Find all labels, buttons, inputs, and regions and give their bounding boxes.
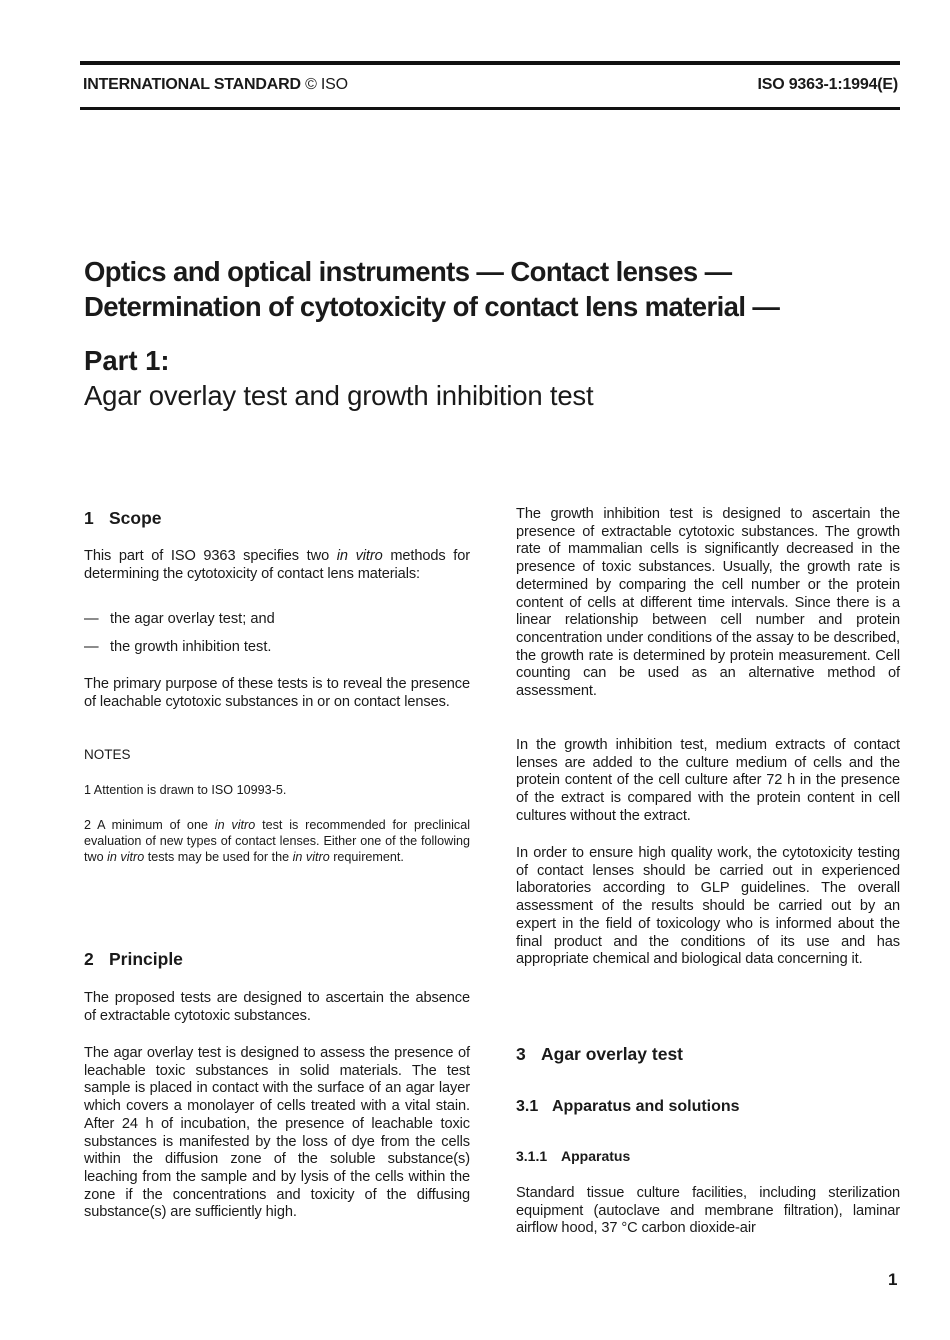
- note-2-italic-2: in vitro: [107, 850, 145, 864]
- scope-list-item-1: [84, 611, 470, 629]
- scope-paragraph-1: [84, 548, 470, 583]
- right-para1-text: The growth inhibition test is designed to ascertain the presence of extractable cytotoxic substances. The growth rate of mammalian cells is significantly decreased in the presence of toxic substances. Usually, the growth rate is determined by comparing the cell number or the protein content of cells at different time intervals. Since there is a linear relationship between cell number and protein concentration under conditions of the assay to be described, the growth rate is determined by protein measurement. Cell counting can be used as an alternative method of assessment.: [516, 506, 900, 700]
- scope-para1-text-b: methods for determining the cytotoxicity of contact lens materials:: [84, 548, 471, 582]
- apparatus-paragraph: [516, 1185, 900, 1238]
- notes-heading-text: NOTES: [84, 747, 131, 762]
- subsubsection-heading-text: Apparatus: [561, 1148, 631, 1164]
- principle-para2-text: The agar overlay test is designed to assess the presence of leachable toxic substances in solid materials. The test sample is placed in contact with the surface of an agar layer which covers a monolayer of cells treated with a vital stain. After 24 h of incubation, the presence of leachable toxic substances is manifested by the loss of dye from the cells within the diffusion zone of the soluble substance(s) leaching from the sample and by lysis of the cells within the zone if the concentrations and toxicity of the diffusing substance(s) are sufficiently high.: [84, 1045, 470, 1221]
- principle-heading: [84, 949, 470, 970]
- scope-paragraph-2: [84, 676, 470, 711]
- subsection-heading-text: Apparatus and solutions: [552, 1098, 740, 1115]
- agar-heading-text: Agar overlay test: [541, 1044, 684, 1064]
- growth-inhibition-paragraph: [516, 506, 900, 701]
- notes-heading: [84, 747, 470, 763]
- scope-item-2-text: the growth inhibition test.: [110, 639, 272, 655]
- quality-work-paragraph: [516, 845, 900, 969]
- right-para2-text: In the growth inhibition test, medium extracts of contact lenses are added to the culture medium of cells and the protein content of the cell culture after 72 h in the presence of the extract is compared with the protein content in cell cultures without the extract.: [516, 737, 900, 824]
- dash-marker: —: [84, 639, 99, 655]
- note-2-text-b: test is recommended for preclinical evaluation of new types of contact lenses. Either one of the following two: [84, 818, 470, 864]
- note-2-text-c: tests may be used for the: [144, 850, 293, 864]
- scope-number: 1: [84, 508, 94, 528]
- note-2-text-a: 2 A minimum of one: [84, 818, 215, 832]
- part-title: Agar overlay test and growth inhibition test: [84, 380, 594, 411]
- scope-heading-text: Scope: [109, 508, 162, 528]
- note-2-italic-3: in vitro: [292, 850, 330, 864]
- part-label: Part 1:: [84, 345, 170, 376]
- apparatus-heading: [516, 1148, 900, 1164]
- principle-paragraph-1: [84, 990, 470, 1025]
- subsubsection-number: 3.1.1: [516, 1148, 548, 1164]
- scope-list-item-2: [84, 639, 470, 657]
- header-document-number: ISO 9363-1:1994(E): [757, 76, 898, 93]
- subsection-number: 3.1: [516, 1098, 539, 1115]
- header-iso-mark: © ISO: [305, 76, 348, 93]
- header-rule-bottom: [80, 107, 900, 110]
- right-para3-text: In order to ensure high quality work, the cytotoxicity testing of contact lenses should be carried out in experienced laboratories according to GLP guidelines. The overall assessment of the results should be carried out by an expert in the field of toxicology who is informed about the final product and the conditions of its use and has appropriate chemical and biological data concerning it.: [516, 845, 900, 968]
- principle-para1-text: The proposed tests are designed to ascertain the absence of extractable cytotoxic substances.: [84, 990, 470, 1024]
- dash-marker: —: [84, 611, 99, 627]
- principle-heading-text: Principle: [109, 949, 183, 969]
- apparatus-solutions-heading: [516, 1098, 900, 1116]
- title-line-1: Optics and optical instruments — Contact lenses —: [84, 256, 732, 287]
- note-2-text-d: requirement.: [329, 850, 404, 864]
- agar-number: 3: [516, 1044, 526, 1064]
- agar-overlay-heading: [516, 1044, 900, 1065]
- scope-heading: [84, 508, 470, 529]
- scope-para1-text-a: This part of ISO 9363 specifies two: [84, 548, 337, 564]
- note-2-italic-1: in vitro: [214, 818, 256, 832]
- document-title: [84, 254, 904, 324]
- header-standard-text: INTERNATIONAL STANDARD: [83, 76, 301, 93]
- medium-extracts-paragraph: [516, 737, 900, 826]
- apparatus-para-text: Standard tissue culture facilities, including sterilization equipment (autoclave and membrane filtration), laminar airflow hood, 37 °C carbon dioxide-air: [516, 1185, 900, 1237]
- note-1-text: 1 Attention is drawn to ISO 10993-5.: [84, 783, 287, 797]
- principle-paragraph-2: [84, 1045, 470, 1222]
- page-number: 1: [888, 1270, 898, 1289]
- note-1: [84, 782, 470, 798]
- title-line-2: Determination of cytotoxicity of contact lens material —: [84, 291, 780, 322]
- scope-para1-italic: in vitro: [336, 548, 383, 564]
- header-standard-label: [83, 76, 348, 94]
- note-2: [84, 817, 470, 865]
- scope-para2-text: The primary purpose of these tests is to reveal the presence of leachable cytotoxic substances in or on contact lenses.: [84, 676, 470, 710]
- scope-item-1-text: the agar overlay test; and: [110, 611, 275, 627]
- principle-number: 2: [84, 949, 94, 969]
- header-rule-top: [80, 61, 900, 65]
